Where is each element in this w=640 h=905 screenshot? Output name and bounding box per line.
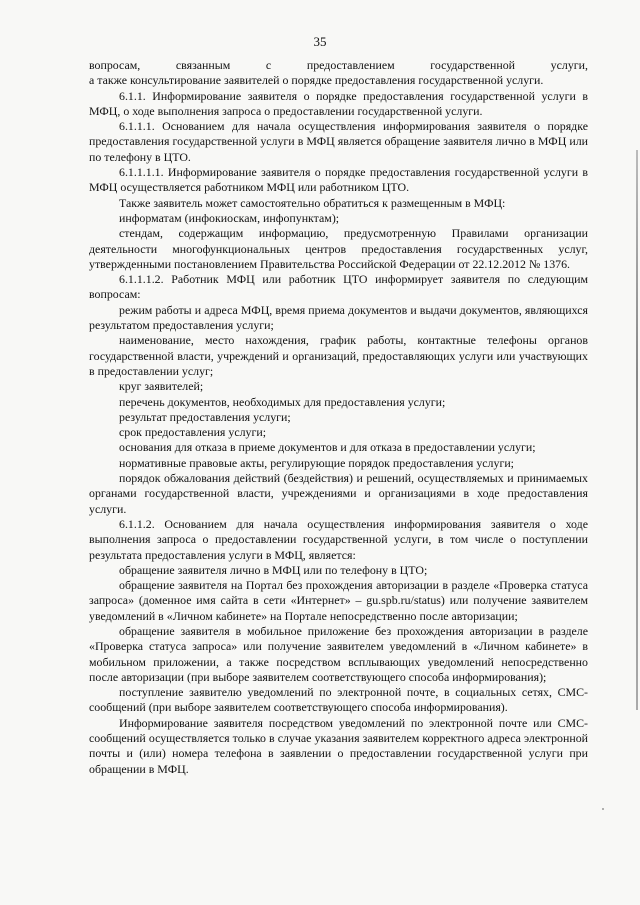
paragraph: срок предоставления услуги;	[119, 425, 267, 440]
scan-edge-mark	[636, 150, 638, 710]
paragraph: обращение заявителя в мобильное приложение без прохождения авторизации в разделе «Проверка статуса запроса» или получение заявителем уведомлений в «Личном кабинете» в мобильном приложении, а также посредством всплывающих уведомлений непосредственно после авторизации (при выборе заявителем соответствующего способа информирования);	[89, 623, 588, 684]
paragraph: информатам (инфокиоскам, инфопунктам);	[119, 210, 340, 225]
scan-speck	[602, 808, 604, 810]
paragraph: 6.1.1.1.1. Информирование заявителя о порядке предоставления государственной услуги в МФЦ осуществляется работником МФЦ или работником ЦТО.	[89, 165, 588, 195]
paragraph: обращение заявителя на Портал без прохождения авторизации в разделе «Проверка статуса запроса» (доменное имя сайта в сети «Интернет» – gu.spb.ru/status) или получение заявителем уведомлений в «Личном кабинете» на Портале непосредственно после авторизации;	[89, 578, 588, 623]
paragraph: Также заявитель может самостоятельно обратиться к размещенным в МФЦ:	[119, 195, 506, 210]
paragraph: обращение заявителя лично в МФЦ или по телефону в ЦТО;	[119, 562, 428, 577]
paragraph: поступление заявителю уведомлений по электронной почте, в социальных сетях, СМС-сообщений (при выборе заявителем соответствующего способа информирования).	[89, 685, 588, 715]
paragraph: вопросам, связанным с предоставлением государственной услуги,	[89, 58, 588, 72]
paragraph: перечень документов, необходимых для предоставления услуги;	[119, 394, 446, 409]
paragraph: 6.1.1.1.2. Работник МФЦ или работник ЦТО информирует заявителя по следующим вопросам:	[89, 272, 588, 302]
paragraph: порядок обжалования действий (бездействия) и решений, осуществляемых и принимаемых органами государственной власти, учреждениями и организациями в ходе предоставления услуги.	[89, 471, 588, 516]
paragraph: нормативные правовые акты, регулирующие порядок предоставления услуги;	[119, 455, 514, 470]
paragraph: режим работы и адреса МФЦ, время приема документов и выдачи документов, являющихся результатом предоставления услуги;	[89, 302, 588, 333]
paragraph: стендам, содержащим информацию, предусмотренную Правилами организации деятельности многофункциональных центров предоставления государственных услуг, утвержденными постановлением Правительства Российской Федерации от 22.12.2012 № 1376.	[89, 226, 588, 271]
paragraph: основания для отказа в приеме документов и для отказа в предоставлении услуги;	[119, 440, 536, 455]
paragraph: наименование, место нахождения, график работы, контактные телефоны органов государственной власти, учреждений и организаций, предоставляющих услуги или участвующих в предоставлении услуг;	[89, 333, 588, 378]
document-body	[89, 58, 588, 777]
paragraph: а также консультирование заявителей о порядке предоставления государственной услуги.	[89, 73, 544, 88]
paragraph: Информирование заявителя посредством уведомлений по электронной почте или СМС-сообщений осуществляется только в случае указания заявителем корректного адреса электронной почты и (или) номера телефона в заявлении о предоставлении государственной услуги при обращении в МФЦ.	[89, 715, 588, 776]
paragraph: 6.1.1.1. Основанием для начала осуществления информирования заявителя о порядке предоставления государственной услуги в МФЦ является обращение заявителя лично в МФЦ или по телефону в ЦТО.	[89, 119, 588, 164]
paragraph: результат предоставления услуги;	[119, 409, 291, 424]
paragraph: круг заявителей;	[119, 379, 204, 394]
page-number: 35	[313, 34, 327, 49]
paragraph: 6.1.1.2. Основанием для начала осуществления информирования заявителя о ходе выполнения запроса о предоставлении государственной услуги, в том числе о поступлении результата предоставления услуги в МФЦ, является:	[89, 516, 588, 562]
paragraph: 6.1.1. Информирование заявителя о порядке предоставления государственной услуги в МФЦ, о ходе выполнения запроса о предоставлении государственной услуги.	[89, 88, 588, 118]
